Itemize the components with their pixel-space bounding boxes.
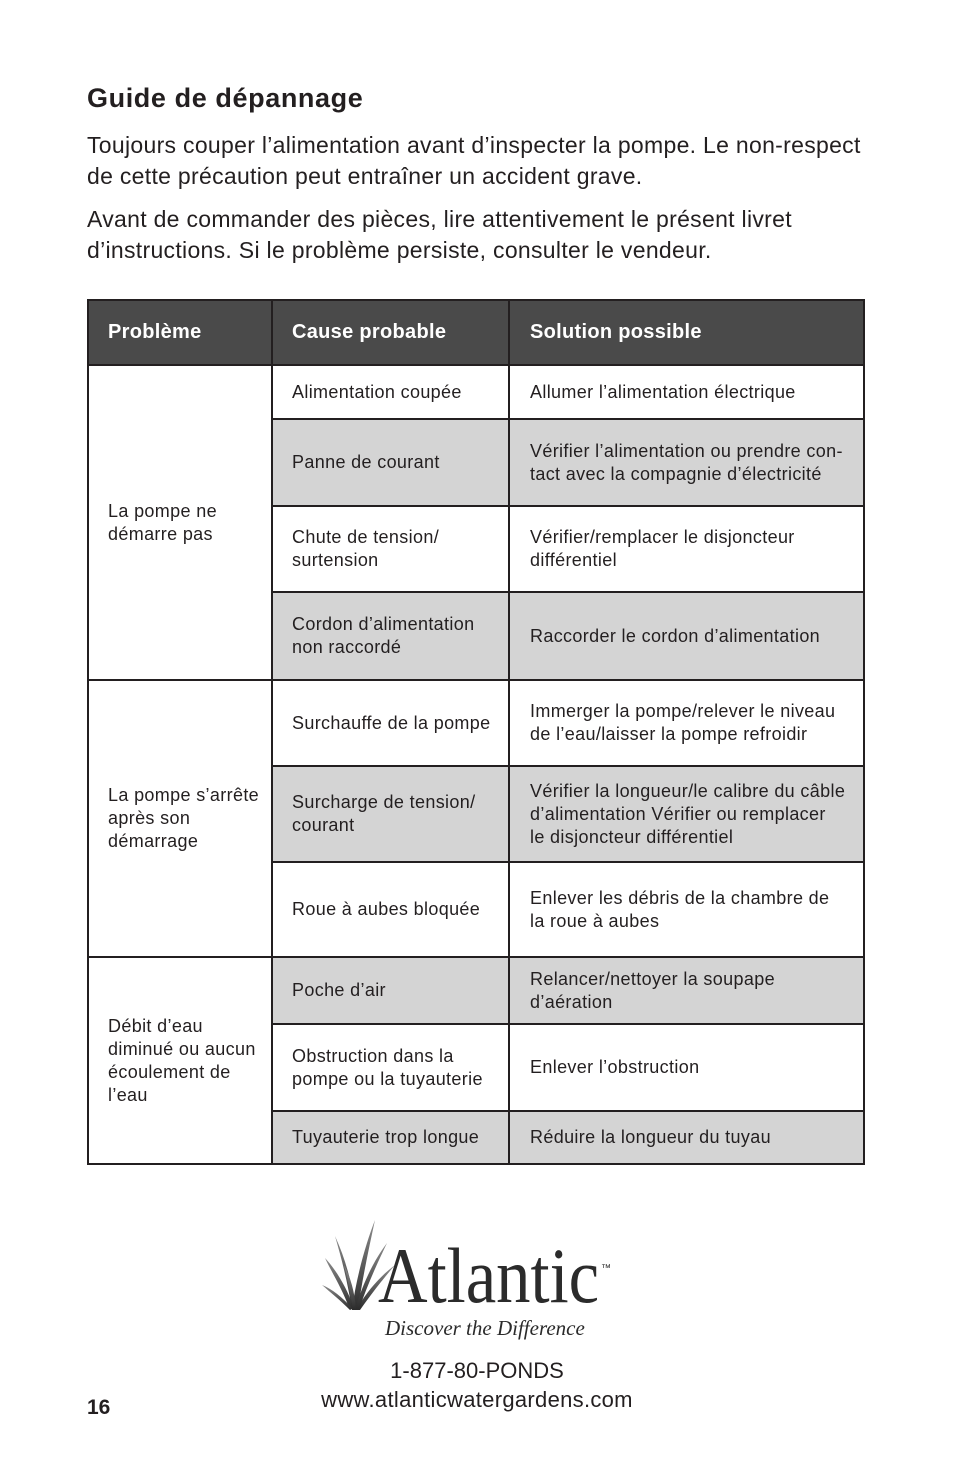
cell-text-line: l’eau: [108, 1084, 148, 1105]
solution-cell: [510, 681, 863, 765]
solution-cell: [510, 958, 863, 1023]
solution-cell: [510, 593, 863, 679]
cell-text-line: Obstruction dans la: [292, 1045, 454, 1066]
phone-number: 1-877-80-PONDS: [390, 1358, 564, 1383]
safety-warning-paragraph: [87, 130, 861, 192]
header-label: Solution possible: [530, 321, 702, 343]
cell-text-line: Vérifier l’alimentation ou prendre con-: [530, 440, 843, 461]
cell-text-line: diminué ou aucun: [108, 1038, 256, 1059]
cause-cell: [273, 507, 508, 591]
cell-text-line: Vérifier/remplacer le disjoncteur: [530, 527, 795, 547]
cell-text-line: Enlever l’obstruction: [530, 1057, 700, 1077]
solution-cell: [510, 767, 863, 861]
cell-text-line: Immerger la pompe/relever le niveau: [530, 701, 836, 721]
solution-cell: [510, 420, 863, 505]
trademark-symbol: ™: [601, 1263, 611, 1274]
cell-text-line: le disjoncteur différentiel: [530, 826, 734, 847]
cell-text-line: Allumer l’alimentation électrique: [530, 381, 796, 402]
cell-text-line: de l’eau/laisser la pompe refroidir: [530, 724, 808, 744]
solution-cell: [510, 1112, 863, 1163]
header-label: Cause probable: [292, 321, 447, 343]
cell-text-line: Vérifier la longueur/le calibre du câble: [530, 780, 846, 801]
cause-cell: [273, 958, 508, 1023]
cause-cell: [273, 420, 508, 505]
cause-cell: [273, 1025, 508, 1110]
cell-text-line: Surcharge de tension/: [292, 792, 476, 812]
cell-text-line: pompe ou la tuyauterie: [292, 1068, 483, 1089]
header-label: Problème: [108, 321, 202, 343]
cause-cell: [273, 1112, 508, 1163]
cause-cell: [273, 366, 508, 418]
cell-text-line: non raccordé: [292, 637, 402, 657]
cause-cell: [273, 767, 508, 861]
problem-cell: [89, 366, 271, 679]
cell-text-line: Réduire la longueur du tuyau: [530, 1127, 771, 1147]
cell-text-line: écoulement de: [108, 1061, 231, 1082]
solution-cell: [510, 366, 863, 418]
text-line: d’instructions. Si le problème persiste, consulter le vendeur.: [87, 237, 712, 263]
cause-cell: [273, 593, 508, 679]
cell-text-line: courant: [292, 815, 355, 835]
cell-text-line: Tuyauterie trop longue: [292, 1127, 480, 1147]
instructions-paragraph: [87, 204, 792, 266]
cell-text-line: Chute de tension/: [292, 527, 440, 547]
text-line: Avant de commander des pièces, lire attentivement le présent livret: [87, 206, 792, 232]
text-line: de cette précaution peut entraîner un accident grave.: [87, 163, 643, 189]
cell-text-line: Relancer/nettoyer la soupape: [530, 968, 775, 989]
brand-tagline: Discover the Difference: [385, 1316, 585, 1340]
text-line: Toujours couper l’alimentation avant d’inspecter la pompe. Le non-respect: [87, 132, 861, 158]
cell-text-line: Roue à aubes bloquée: [292, 899, 481, 919]
page-title: Guide de dépannage: [87, 83, 364, 113]
cell-text-line: démarrage: [108, 831, 199, 851]
cell-text-line: Surchauffe de la pompe: [292, 712, 491, 733]
cell-text-line: La pompe ne: [108, 500, 217, 521]
cause-cell: [273, 863, 508, 956]
cell-text-line: Panne de courant: [292, 452, 440, 472]
cell-text-line: Raccorder le cordon d’alimentation: [530, 625, 821, 646]
cell-text-line: Alimentation coupée: [292, 381, 462, 402]
cell-text-line: surtension: [292, 550, 379, 570]
website-url: www.atlanticwatergardens.com: [321, 1387, 633, 1412]
cell-text-line: d’alimentation Vérifier ou remplacer: [530, 803, 826, 824]
cell-text-line: la roue à aubes: [530, 910, 660, 931]
cell-text-line: d’aération: [530, 991, 613, 1012]
solution-cell: [510, 1025, 863, 1110]
cause-cell: [273, 681, 508, 765]
cell-text-line: Enlever les débris de la chambre de: [530, 887, 830, 908]
cell-text-line: La pompe s’arrête: [108, 785, 260, 805]
cell-text-line: différentiel: [530, 550, 617, 570]
table-header-problem: [89, 301, 271, 364]
page-number: 16: [87, 1396, 111, 1419]
table-header-cause: [273, 301, 508, 364]
cell-text-line: Poche d’air: [292, 980, 386, 1000]
solution-cell: [510, 507, 863, 591]
cell-text-line: après son: [108, 808, 191, 828]
cell-text-line: tact avec la compagnie d’électricité: [530, 463, 822, 484]
cell-text-line: Débit d’eau: [108, 1015, 203, 1036]
cell-text-line: Cordon d’alimentation: [292, 614, 475, 634]
troubleshooting-table: [87, 299, 865, 1165]
table-header-solution: [510, 301, 863, 364]
brand-wordmark: Atlantic: [378, 1232, 600, 1319]
cell-text-line: démarre pas: [108, 523, 213, 544]
problem-cell: [89, 958, 271, 1163]
solution-cell: [510, 863, 863, 956]
problem-cell: [89, 681, 271, 956]
